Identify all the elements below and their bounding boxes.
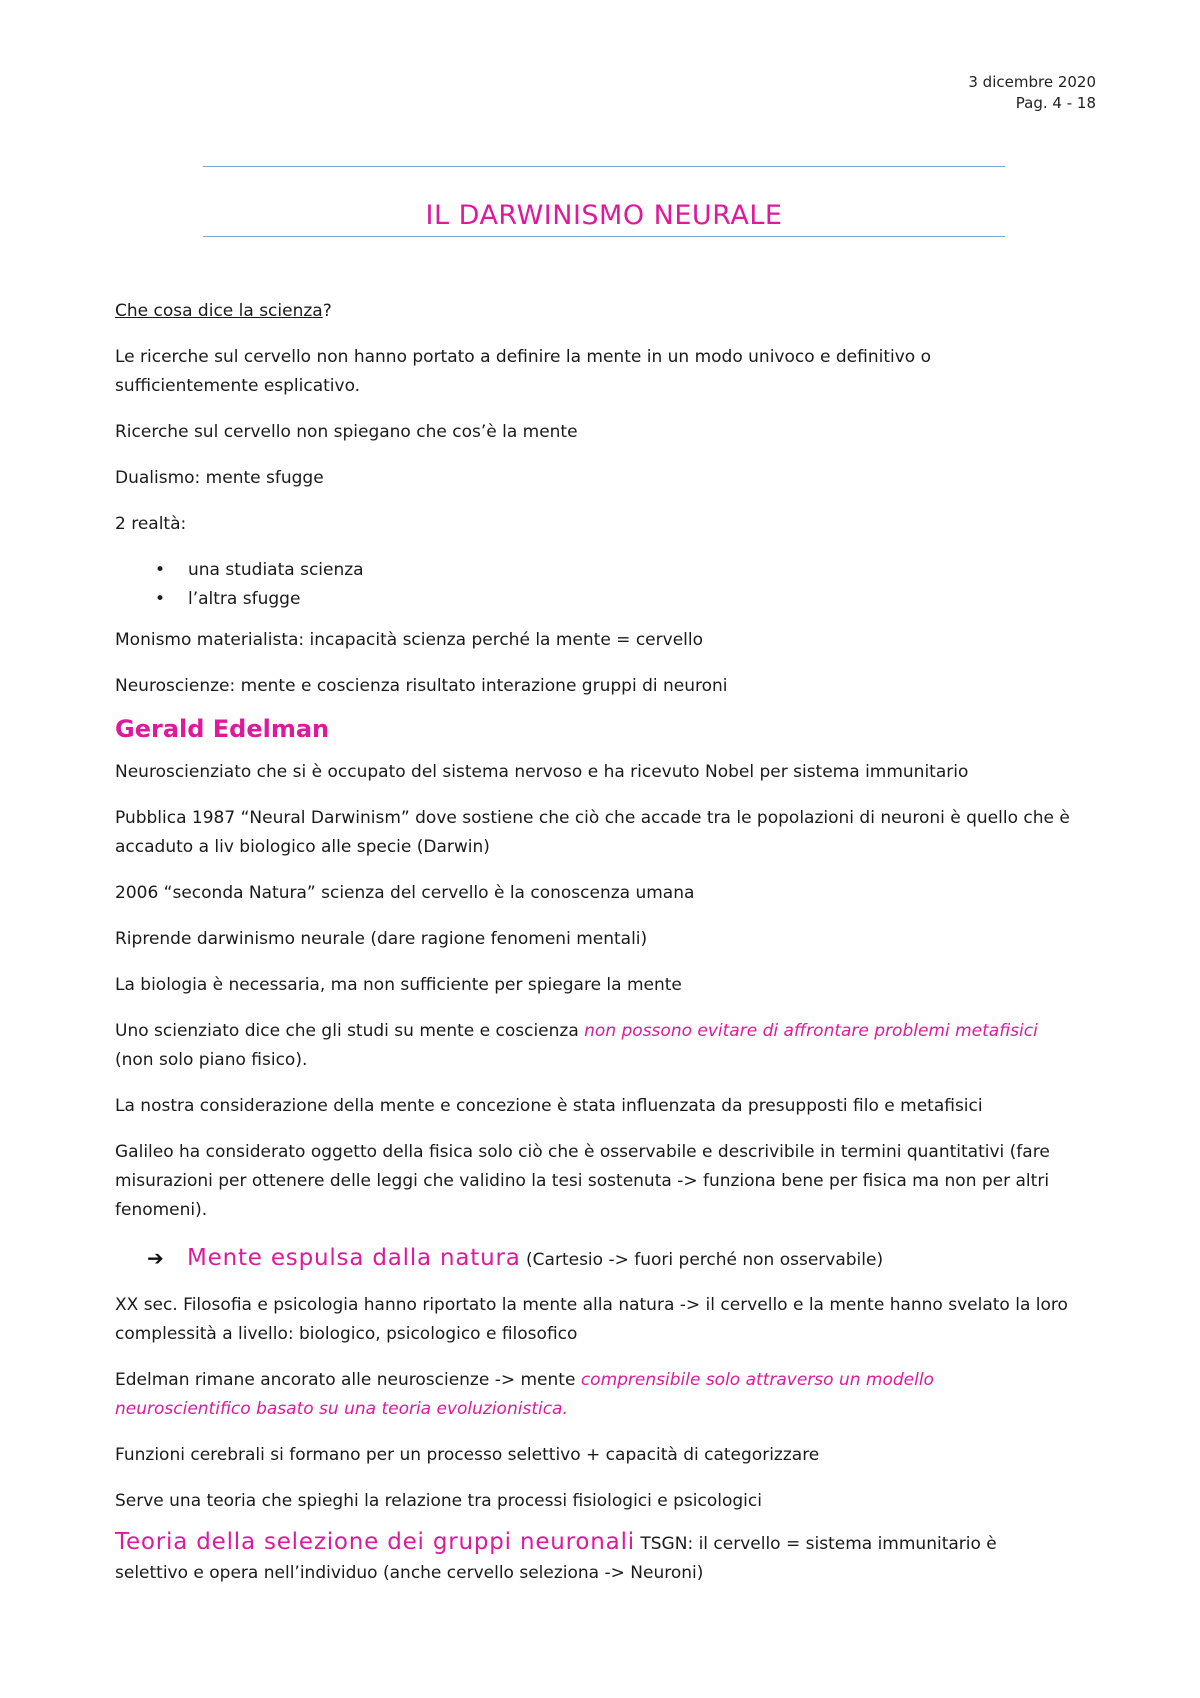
section-paragraph-6 bbox=[115, 1017, 1075, 1075]
intro-paragraph-6: Neuroscienze: mente e coscienza risultato interazione gruppi di neuroni bbox=[115, 676, 728, 696]
section-paragraph-3: 2006 “seconda Natura” scienza del cervello è la conoscenza umana bbox=[115, 883, 695, 903]
section-paragraph-5: La biologia è necessaria, ma non sufficiente per spiegare la mente bbox=[115, 975, 682, 995]
title-top-rule bbox=[203, 166, 1005, 167]
page-header bbox=[968, 72, 1096, 114]
arrow-callout bbox=[115, 1242, 1075, 1276]
intro-question bbox=[115, 297, 1075, 326]
section-paragraph-2: Pubblica 1987 “Neural Darwinism” dove sostiene che ciò che accade tra le popolazioni di neuroni è quello che è accaduto a liv biologico alle specie (Darwin) bbox=[115, 808, 1070, 857]
section-paragraph-11: Funzioni cerebrali si formano per un processo selettivo + capacità di categorizzare bbox=[115, 1445, 820, 1465]
teoria-paragraph bbox=[115, 1528, 1075, 1588]
list-item bbox=[155, 556, 1075, 585]
list-item-text: una studiata scienza bbox=[188, 560, 364, 580]
bullet-list bbox=[115, 556, 1075, 614]
document-body bbox=[115, 297, 1075, 1605]
intro-paragraph-1: Le ricerche sul cervello non hanno portato a definire la mente in un modo univoco e definitivo o sufficientemente esplicativo. bbox=[115, 347, 931, 396]
section-paragraph-6-start: Uno scienziato dice che gli studi su mente e coscienza bbox=[115, 1021, 585, 1041]
list-item bbox=[155, 585, 1075, 614]
section-paragraph-10-emphasis: comprensibile solo attraverso un modello neuroscientifico basato su una teoria evoluzionistica. bbox=[115, 1370, 934, 1419]
section-paragraph-4: Riprende darwinismo neurale (dare ragione fenomeni mentali) bbox=[115, 929, 648, 949]
section-paragraph-9: XX sec. Filosofia e psicologia hanno riportato la mente alla natura -> il cervello e la mente hanno svelato la loro complessità a livello: biologico, psicologico e filosofico bbox=[115, 1295, 1068, 1344]
intro-paragraph-5: Monismo materialista: incapacità scienza perché la mente = cervello bbox=[115, 630, 703, 650]
intro-paragraph-2: Ricerche sul cervello non spiegano che cos’è la mente bbox=[115, 422, 578, 442]
bullet-icon: • bbox=[155, 560, 166, 580]
intro-paragraph-4: 2 realtà: bbox=[115, 514, 187, 534]
arrow-callout-text: (Cartesio -> fuori perché non osservabile) bbox=[520, 1250, 884, 1270]
teoria-heading: Teoria della selezione dei gruppi neuronali bbox=[115, 1529, 635, 1555]
section-paragraph-6-emphasis: non possono evitare di affrontare problemi metafisici bbox=[584, 1021, 1038, 1041]
section-paragraph-10 bbox=[115, 1366, 1075, 1424]
header-page-number: Pag. 4 - 18 bbox=[1015, 94, 1096, 112]
list-item-text: l’altra sfugge bbox=[188, 589, 301, 609]
section-paragraph-7: La nostra considerazione della mente e concezione è stata influenzata da presupposti filo e metafisici bbox=[115, 1096, 983, 1116]
bullet-icon: • bbox=[155, 589, 166, 609]
section-paragraph-6-end: (non solo piano fisico). bbox=[115, 1050, 308, 1070]
section-paragraph-1: Neuroscienziato che si è occupato del sistema nervoso e ha ricevuto Nobel per sistema immunitario bbox=[115, 762, 969, 782]
header-date: 3 dicembre 2020 bbox=[968, 73, 1096, 91]
teoria-text: TSGN: il cervello = sistema immunitario è selettivo e opera nell’individuo (anche cervello seleziona -> Neuroni) bbox=[115, 1534, 997, 1583]
intro-paragraph-3: Dualismo: mente sfugge bbox=[115, 468, 324, 488]
section-paragraph-8: Galileo ha considerato oggetto della fisica solo ciò che è osservabile e descrivibile in termini quantitativi (fare misurazioni per ottenere delle leggi che validino la tesi sostenuta -> funziona bene per fisica ma non per altri fenomeni). bbox=[115, 1142, 1050, 1220]
section-heading: Gerald Edelman bbox=[115, 715, 330, 743]
arrow-right-icon: ➔ bbox=[147, 1246, 164, 1270]
section-paragraph-12: Serve una teoria che spieghi la relazione tra processi fisiologici e psicologici bbox=[115, 1491, 762, 1511]
arrow-callout-heading: Mente espulsa dalla natura bbox=[187, 1245, 521, 1271]
document-title: IL DARWINISMO NEURALE bbox=[425, 200, 783, 231]
intro-question-mark: ? bbox=[322, 301, 332, 321]
intro-question-underlined: Che cosa dice la scienza bbox=[115, 301, 323, 321]
section-paragraph-10-start: Edelman rimane ancorato alle neuroscienze -> mente bbox=[115, 1370, 581, 1390]
title-bottom-rule bbox=[203, 236, 1005, 237]
